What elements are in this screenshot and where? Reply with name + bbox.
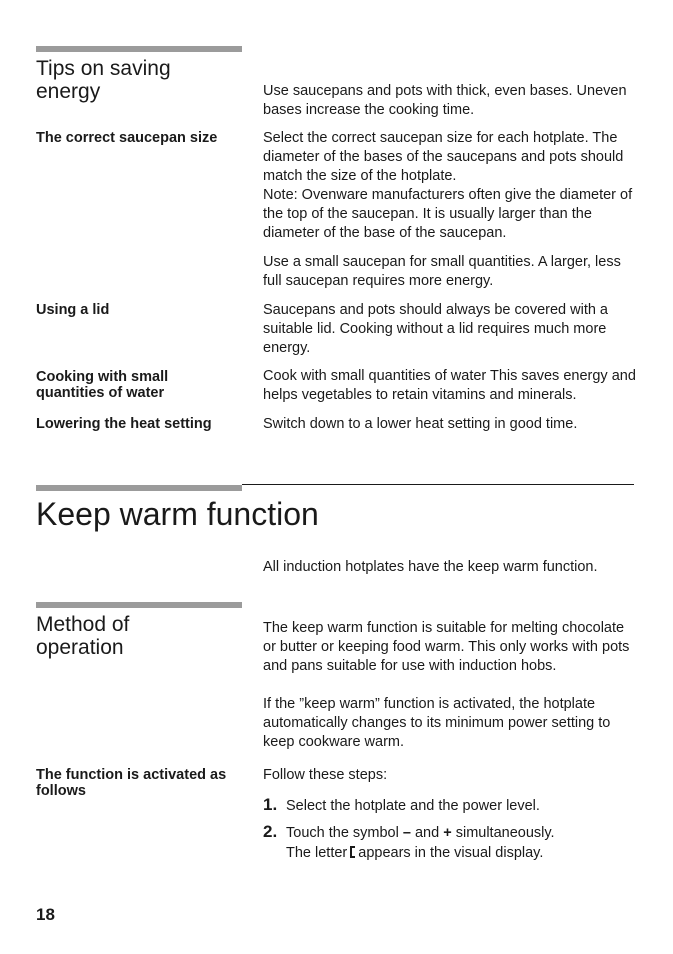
step-2-and: and — [414, 825, 440, 841]
method-text-1: The keep warm function is suitable for melting chocolate or butter or keeping food warm. This only works with pots and pans suitable for use with induction hobs. — [263, 620, 630, 674]
step-2-text-b: simultaneously. — [455, 825, 555, 841]
method-heading: Method of operation — [36, 613, 130, 659]
step-1-number: 1. — [263, 795, 278, 814]
page-number: 18 — [36, 905, 55, 924]
tips-intro: Use saucepans and pots with thick, even bases. Uneven bases increase the cooking time. — [263, 83, 627, 118]
step-2-text-c: The letter — [286, 844, 348, 861]
plus-symbol: + — [443, 825, 452, 841]
step-1 — [263, 797, 638, 817]
section-bar-tips — [36, 46, 242, 52]
text-saucepan-size-1: Select the correct saucepan size for each hotplate. The diameter of the bases of the saucepans and pots should match the size of the hotplate. — [263, 130, 624, 184]
minus-symbol: – — [402, 825, 411, 841]
text-saucepan-size-2: Use a small saucepan for small quantities. A larger, less full saucepan requires more energy. — [263, 254, 621, 289]
step-2-text-d: appears in the visual display. — [358, 844, 544, 861]
step-2 — [263, 824, 638, 863]
steps-intro: Follow these steps: — [263, 767, 388, 783]
label-small-quantities: Cooking with small quantities of water — [36, 369, 169, 401]
text-saucepan-size-note: Note: Ovenware manufacturers often give the diameter of the top of the saucepan. It is usually larger than the diameter of the base of the saucepan. — [263, 187, 633, 241]
text-small-quantities: Cook with small quantities of water This saves energy and helps vegetables to retain vitamins and minerals. — [263, 368, 636, 403]
step-2-body — [286, 824, 638, 863]
section-rule-keep-warm — [242, 484, 634, 485]
display-letter-icon — [350, 846, 355, 858]
text-using-lid: Saucepans and pots should always be covered with a suitable lid. Cooking without a lid requires much more energy. — [263, 302, 608, 356]
label-lowering-heat: Lowering the heat setting — [36, 416, 212, 432]
step-2-text-a: Touch the symbol — [286, 825, 399, 841]
step-2-number: 2. — [263, 822, 278, 841]
section-bar-keep-warm — [36, 485, 242, 491]
step-1-text: Select the hotplate and the power level. — [286, 798, 540, 814]
label-saucepan-size: The correct saucepan size — [36, 130, 218, 146]
label-using-lid: Using a lid — [36, 302, 110, 318]
label-activation: The function is activated as follows — [36, 767, 227, 799]
section-bar-method — [36, 602, 242, 608]
keep-warm-title: Keep warm function — [36, 496, 319, 532]
tips-heading: Tips on saving energy — [36, 57, 171, 103]
method-text-2: If the ”keep warm” function is activated, the hotplate automatically changes to its minimum power setting to keep cookware warm. — [263, 696, 611, 750]
keep-warm-intro: All induction hotplates have the keep warm function. — [263, 559, 598, 575]
text-lowering-heat: Switch down to a lower heat setting in good time. — [263, 416, 578, 432]
